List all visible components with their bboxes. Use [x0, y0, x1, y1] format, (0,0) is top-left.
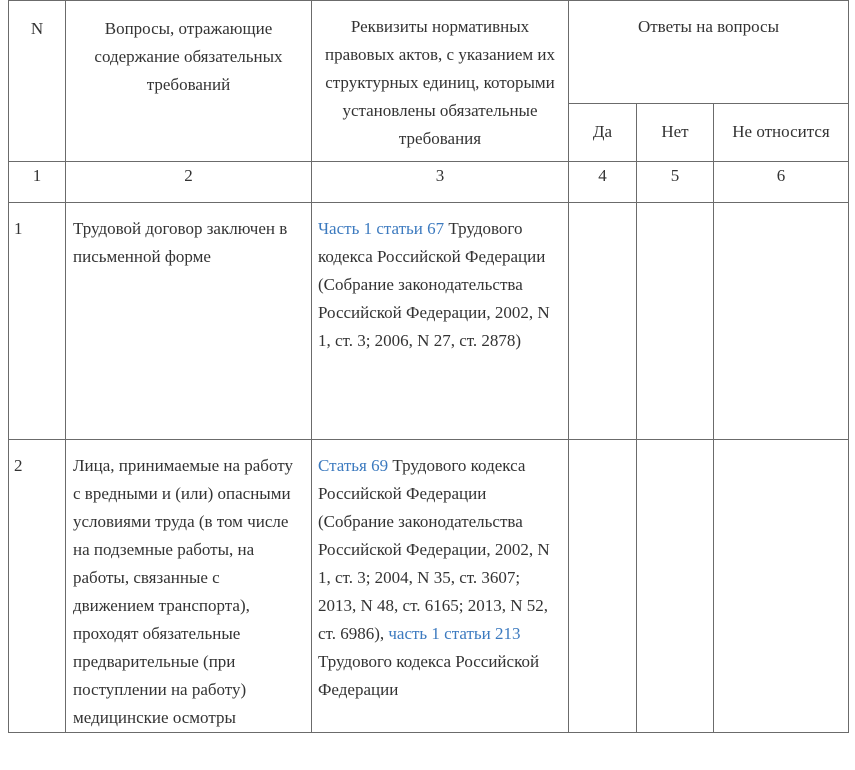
requisite-text: Трудового кодекса Российской Федерации (Собрание законодательства Российской Федерации, 2002, N 1, ст. 3; 2006, N 27, ст. 2878) — [318, 219, 550, 350]
row-number: 1 — [9, 203, 66, 440]
column-number: 2 — [66, 162, 312, 203]
answer-yes-cell[interactable] — [569, 203, 637, 440]
column-number: 4 — [569, 162, 637, 203]
column-number: 3 — [312, 162, 569, 203]
answer-no-cell[interactable] — [637, 203, 714, 440]
requirements-table — [8, 0, 849, 733]
answer-no-cell[interactable] — [637, 440, 714, 733]
law-reference-link[interactable]: часть 1 статьи 213 — [388, 624, 521, 643]
column-number-row — [9, 162, 849, 203]
row-question: Трудовой договор заключен в письменной форме — [66, 203, 312, 440]
column-number: 5 — [637, 162, 714, 203]
answer-na-cell[interactable] — [714, 203, 849, 440]
law-reference-link[interactable]: Часть 1 статьи 67 — [318, 219, 445, 238]
header-answers: Ответы на вопросы — [569, 1, 849, 104]
column-number: 6 — [714, 162, 849, 203]
row-requisites — [312, 440, 569, 733]
column-number: 1 — [9, 162, 66, 203]
header-n: N — [9, 1, 66, 162]
table-row — [9, 203, 849, 440]
header-row — [9, 1, 849, 104]
law-reference-link[interactable]: Статья 69 — [318, 456, 389, 475]
row-requisites — [312, 203, 569, 440]
header-no: Нет — [637, 104, 714, 162]
header-na: Не относится — [714, 104, 849, 162]
row-number: 2 — [9, 440, 66, 733]
requisite-text: Трудового кодекса Российской Федерации — [318, 652, 540, 699]
header-questions: Вопросы, отражающие содержание обязательных требований — [66, 1, 312, 162]
requirements-table-container — [8, 0, 849, 733]
answer-yes-cell[interactable] — [569, 440, 637, 733]
table-row — [9, 440, 849, 733]
header-yes: Да — [569, 104, 637, 162]
header-requisites: Реквизиты нормативных правовых актов, с указанием их структурных единиц, которыми установлены обязательные требования — [312, 1, 569, 162]
requisite-text: Трудового кодекса Российской Федерации (Собрание законодательства Российской Федерации, 2002, N 1, ст. 3; 2004, N 35, ст. 3607; 2013, N 48, ст. 6165; 2013, N 52, ст. 6986), — [318, 456, 550, 643]
answer-na-cell[interactable] — [714, 440, 849, 733]
row-question: Лица, принимаемые на работу с вредными и (или) опасными условиями труда (в том числе на подземные работы, на работы, связанные с движением транспорта), проходят обязательные предварительные (при поступлении на работу) медицинские осмотры — [66, 440, 312, 733]
